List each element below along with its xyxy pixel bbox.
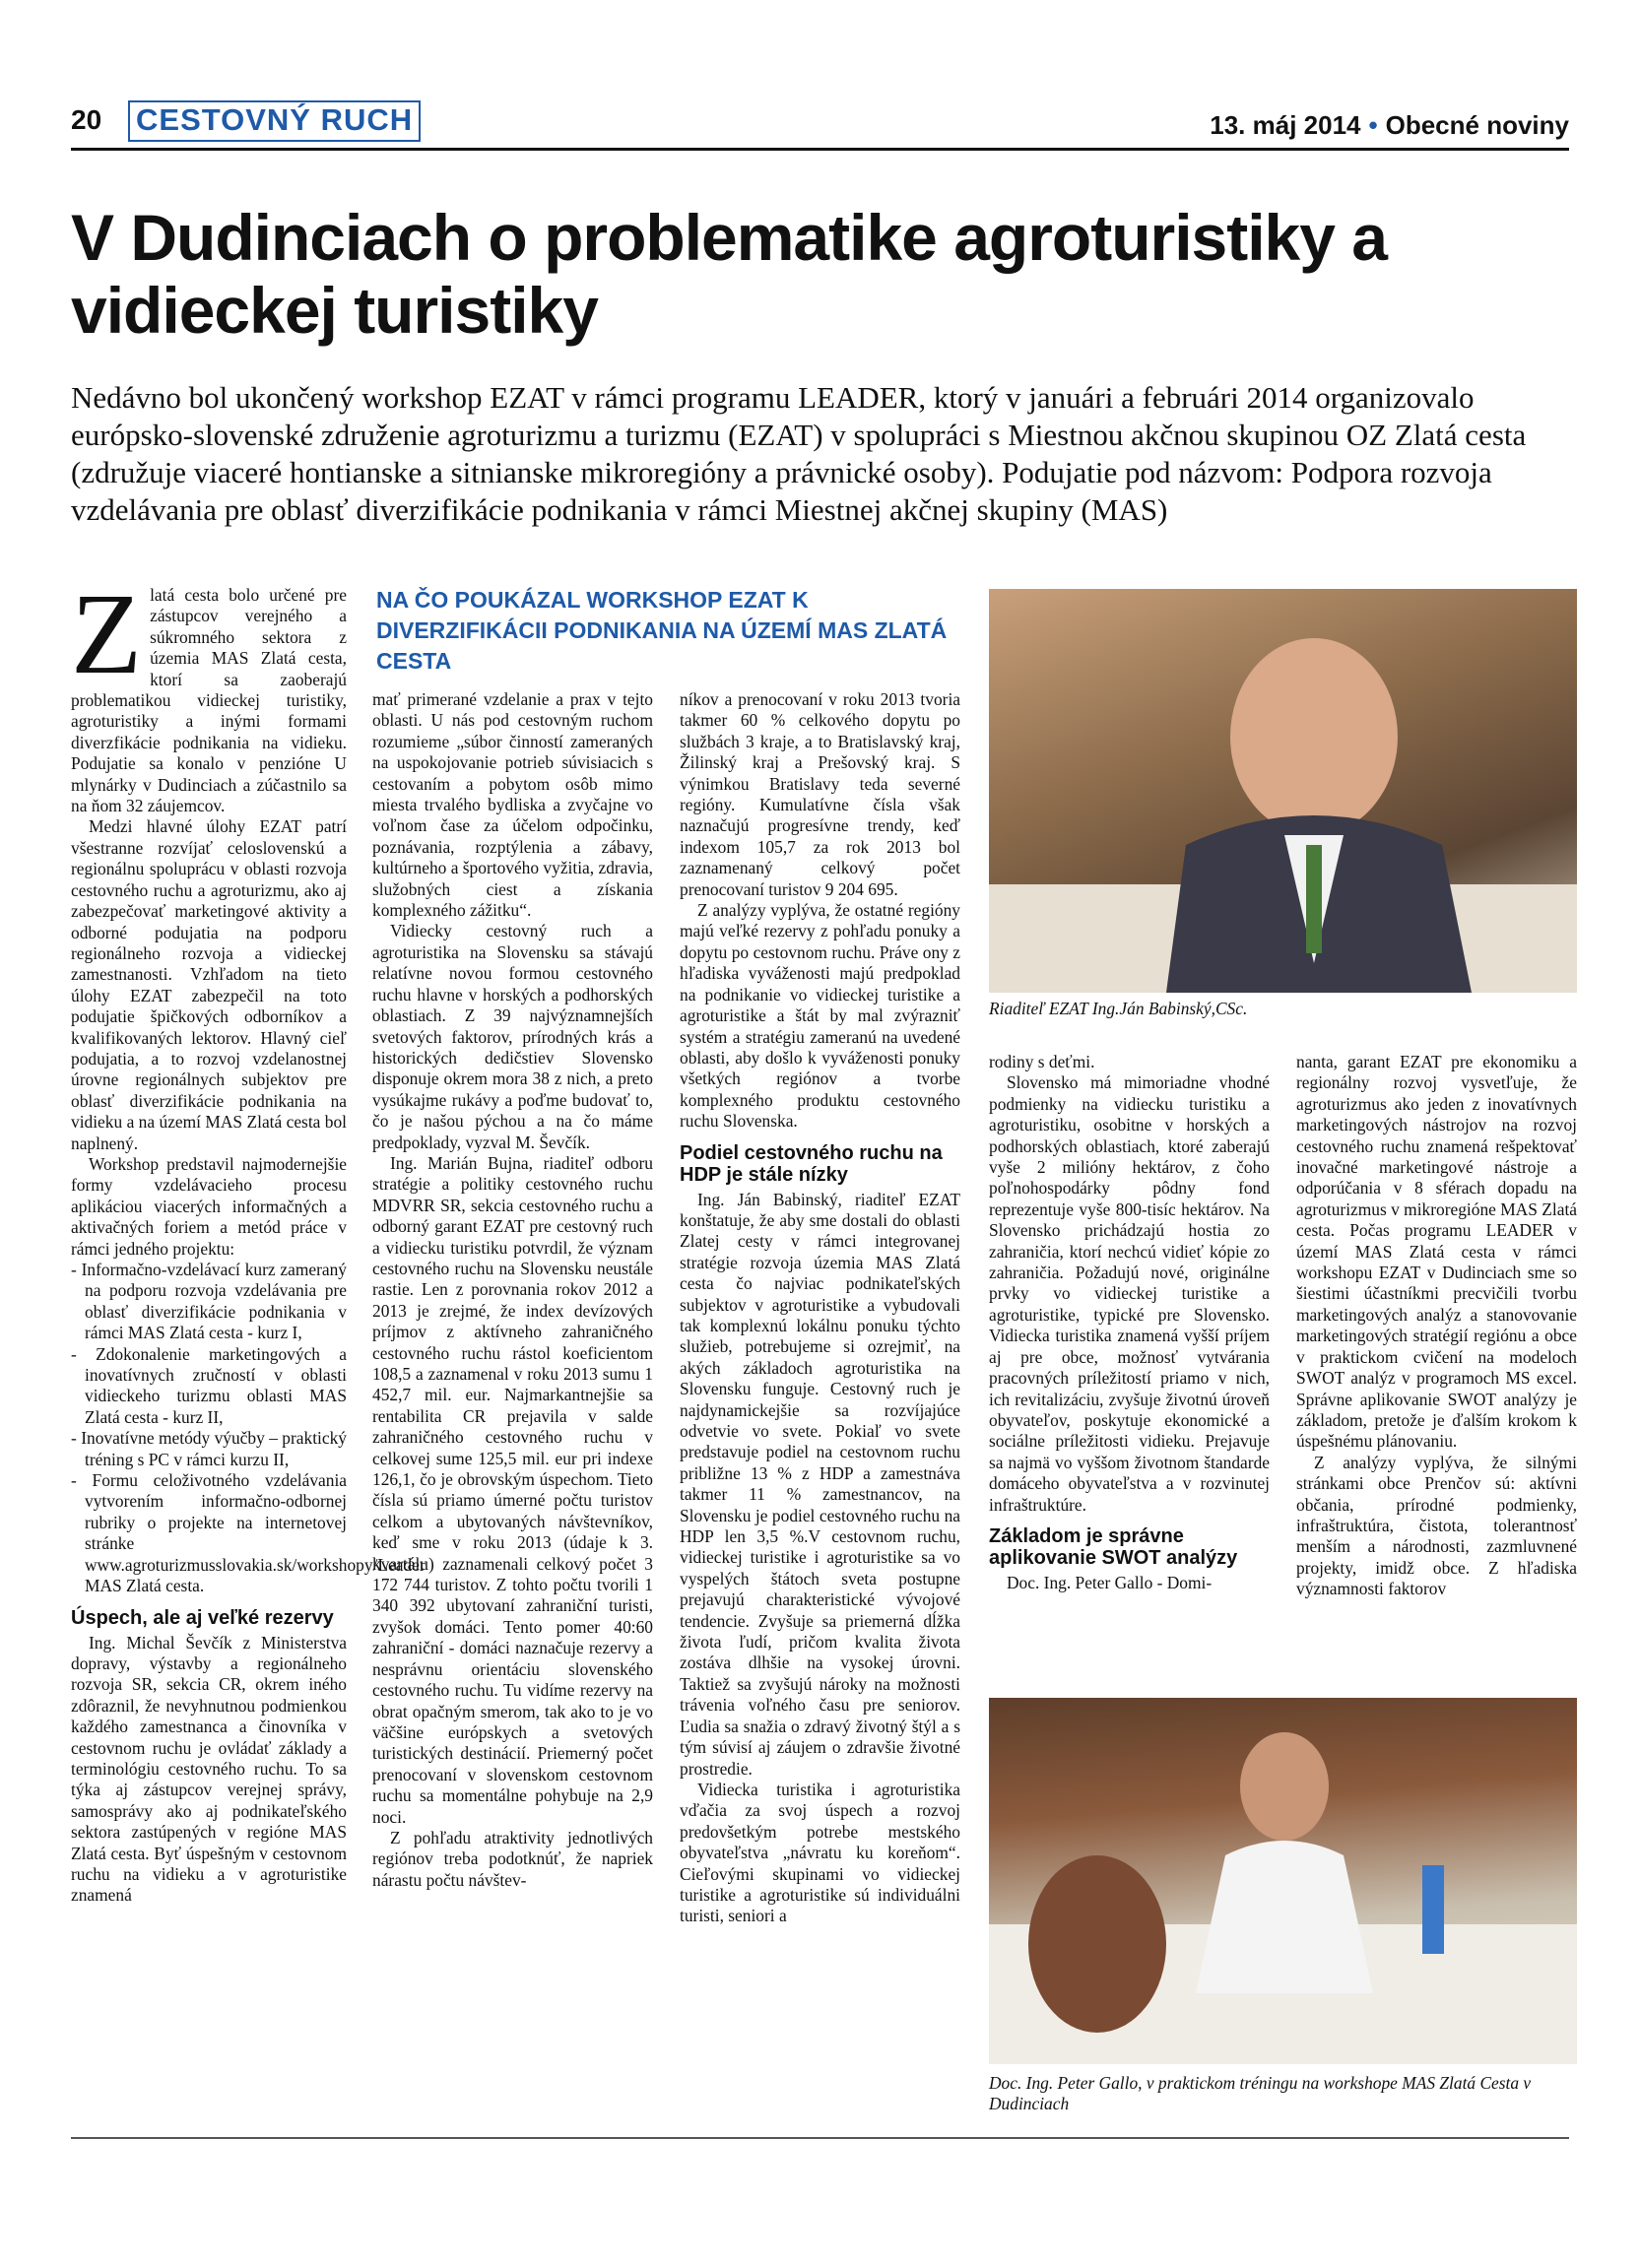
paragraph: Workshop predstavil najmodernejšie formy vzdelávacieho procesu aplikáciou viacerých informačných a aktivačných foriem a metód práce v rámci jedného projektu: [71, 1153, 347, 1259]
portrait-illustration [989, 589, 1577, 993]
drop-cap: Z [71, 569, 143, 698]
photo-director-babinsky [989, 589, 1577, 993]
paragraph: Slovensko má mimoriadne vhodné podmienky na vidiecku turistiku a agroturistiku, osobitne v horských a podhorských oblastiach, ktoré zaberajú vyše 2 milióny hektárov, z čoho poľnohospodárky pôdny fond reprezentuje vyše 800-tisíc hektárov. Na Slovensko prichádzajú hostia zo zahraničia, ktorí nechcú vidieť kópie zo zahraničia. Požadujú nové, originálne prvky vo vidieckej turistike a agroturistike, typické pre Slovensko. Vidiecka turistika znamená vyšší príjem aj pre obce, možnosť vytvárania pracovných príležitostí priamo v nich, ich revitalizáciu, zvyšuje životnú úroveň obyvateľov, poskytuje ekonomické a sociálne príležitosti vidieku. Prejavuje sa najmä vo vyššom životnom štandarde domáceho obyvateľstva a v rozvinutej infraštruktúre. [989, 1072, 1270, 1515]
section-label: CESTOVNÝ RUCH [128, 100, 421, 142]
subheading: Úspech, ale aj veľké rezervy [71, 1606, 334, 1629]
subheading: Základom je správne aplikovanie SWOT analýzy [989, 1524, 1238, 1569]
column-1 [71, 569, 426, 1907]
article-lead: Nedávno bol ukončený workshop EZAT v rámci programu LEADER, ktorý v januári a februári 2014 organizovalo európsko-slovenské združenie agroturizmu a turizmu (EZAT) v spolupráci s Miestnou akčnou skupinou OZ Zlatá cesta (združuje viaceré hontianske a sitnianske mikroregióny a právnické osoby). Podujatie pod názvom: Podpora rozvoja vzdelávania pre oblasť diverzifikácie podnikania v rámci Miestnej akčnej skupiny (MAS) [71, 380, 1527, 527]
issue-info [1210, 110, 1569, 141]
paragraph: Ing. Marián Bujna, riaditeľ odboru stratégie a politiky cestovného ruchu MDVRR SR, sekcia cestovného ruchu a odborný garant EZAT pre cestovný ruch a vidiecku turistiku potvrdil, že význam cestovného ruchu na Slovensku neustále rastie. Len z porovnania rokov 2012 a 2013 je zrejmé, že index devízových príjmov z aktívneho zahraničného cestovného ruchu rástol koeficientom 108,5 a zaznamenal v roku 2013 sumu 1 452,7 mil. eur. Najmarkantnejšie sa rentabilita CR prejavila v salde zahraničného cestovného ruchu v celkovej sume 125,5 mil. eur pri indexe 126,1, čo je obrovským úspechom. Tieto čísla sú priamo úmerné počtu turistov celkom a ubytovaných návštevníkov, keď sme v roku 2013 (údaje k 3. kvartálu) zaznamenali celkový počet 3 172 744 turistov. Z tohto počtu tvorili 1 340 392 ubytovaní zahraniční turisti, zvyšok domáci. Tento pomer 40:60 zahraniční - domáci naznačuje rezervy a nesprávnu orientáciu slovenského cestovného ruchu. Tu vidíme rezervy na obrat opačným smerom, tak ako to je vo väčšine európskych a svetových turistických destinácií. Priemerný počet prenocovaní v slovenskom cestovnom ruchu sa momentálne pohybuje na 2,9 noci. [372, 1152, 653, 1827]
paragraph: rodiny s deťmi. [989, 1052, 1095, 1071]
issue-date: 13. máj 2014 [1210, 110, 1361, 140]
paragraph: Doc. Ing. Peter Gallo - Domi- [1007, 1572, 1213, 1592]
paragraph: Z analýzy vyplýva, že silnými stránkami obce Prenčov sú: aktívni občania, prírodné podmienky, infraštruktúra, čistota, tolerantnosť menším a národnosti, zazmluvnené projekty, imidž obce. Z hľadiska významnosti faktorov [1296, 1452, 1577, 1599]
list-item: - Zdokonalenie marketingových a inovatívnych zručností v oblasti vidieckeho turizmu oblasti MAS Zlatá cesta - kurz II, [71, 1343, 347, 1427]
paragraph: Zlatá cesta bolo určené pre zástupcov verejného a súkromného sektora z územia MAS Zlatá cesta, ktorí sa zaoberajú problematikou vidieckej turistiky, agroturistiky a inými formami diverzfikácie podnikania na vidieku. Podujatie sa konalo v penzióne U mlynárky v Dudinciach a zúčastnilo sa na ňom 32 záujemcov. [71, 569, 347, 816]
photo-caption: Riaditeľ EZAT Ing.Ján Babinský,CSc. [989, 999, 1248, 1018]
subheading: Podiel cestovného ruchu na HDP je stále nízky [680, 1141, 943, 1186]
paragraph: níkov a prenocovaní v roku 2013 tvoria takmer 60 % celkového dopytu po službách 3 kraje, a to Bratislavský kraj, Žilinský kraj a Prešovský kraj. S výnimkou Bratislavy teda severné regióny. Kumulatívne čísla však naznačujú progresívne trendy, keď indexom 105,7 za rok 2013 bol zaznamenaný celkový počet prenocovaní turistov 9 204 695. [680, 689, 960, 899]
course-list [71, 1260, 426, 1597]
page-number: 20 [71, 104, 102, 135]
workshop-illustration [989, 1698, 1577, 2064]
column-4 [989, 1052, 1270, 1593]
footer-rule [71, 2137, 1569, 2139]
box-heading: NA ČO POUKÁZAL WORKSHOP EZAT K DIVERZIFIKÁCII PODNIKANIA NA ÚZEMÍ MAS ZLATÁ CESTA [376, 587, 948, 674]
paragraph: Z analýzy vyplýva, že ostatné regióny majú veľké rezervy z pohľadu ponuky a dopytu po cestovnom ruchu. Práve ony z hľadiska vyváženosti majú predpoklad na podnikanie vo vidieckej turistike a agroturistike a štát by mal zvýrazniť systém a stratégiu zameranú na uvedené oblasti, aby došlo k vyváženosti ponuky všetkých regiónov a tvorbe komplexného produktu cestovného ruchu Slovenska. [680, 900, 960, 1132]
paragraph: Ing. Michal Ševčík z Ministerstva dopravy, výstavby a regionálneho rozvoja SR, sekcia CR, okrem iného zdôraznil, že nevyhnutnou podmienkou každého zamestnanca a činovníka v cestovnom ruchu je ovládať základy a terminológiu cestovného ruchu. To sa týka aj zástupcov verejnej správy, samosprávy ako aj podnikateľského sektora zastúpených v regióne MAS Zlatá cesta. Byť úspešným v cestovnom ruchu na vidieku a v agroturistike znamená [71, 1632, 347, 1906]
list-item: - Formu celoživotného vzdelávania vytvorením informačno-odbornej rubriky o projekte na internetovej stránke www.agroturizmusslovakia.sk/workshopy/Leader MAS Zlatá cesta. [71, 1470, 426, 1596]
list-item: - Inovatívne metódy výučby – praktický tréning s PC v rámci kurzu II, [71, 1428, 347, 1469]
article-title: V Dudinciach o problematike agroturistiky a vidieckej turistiky [71, 201, 1388, 347]
paragraph: mať primerané vzdelanie a prax v tejto oblasti. U nás pod cestovným ruchom rozumieme „súbor činností zameraných na uspokojovanie potrieb súvisiacich s cestovaním a pobytom osôb mimo miesta trvalého bydliska a zvyčajne vo voľnom čase za účelom odpočinku, poznávania, rozptýlenia a zábavy, kultúrneho a športového vyžitia, zdravia, služobných ciest a získania komplexného zážitku“. [372, 689, 653, 921]
paragraph: Medzi hlavné úlohy EZAT patrí všestranne rozvíjať celoslovenskú a regionálnu spoluprácu v oblasti rozvoja cestovného ruchu a agroturizmu, ako aj zabezpečovať marketingové aktivity a odborné podujatia na podporu regionálneho rozvoja a vidieckej zamestnanosti. Vzhľadom na tieto úlohy EZAT zabezpečil na toto podujatie špičkových odborníkov a kvalifikovaných lektorov. Hlavný cieľ podujatia, a to rozvoj vzdelanostnej úrovne regionálnych subjektov pre oblasť diverzifikácie podnikania na vidieku a na území MAS Zlatá cesta bol naplnený. [71, 816, 347, 1153]
column-5 [1296, 1052, 1577, 1600]
publication-name: Obecné noviny [1385, 110, 1569, 140]
separator-dot: • [1368, 110, 1378, 140]
header-rule [71, 148, 1569, 151]
paragraph: nanta, garant EZAT pre ekonomiku a regionálny rozvoj vysvetľuje, že agroturizmus ako jeden z inovatívnych marketingových nástrojov na rozvoj cestovného ruchu znamená rešpektovať inovačné marketingové nástroje a odporúčania v 8 sférach dopadu na agroturizmus v mikroregióne MAS Zlatá cesta. Počas programu LEADER v území MAS Zlatá cesta v rámci workshopu EZAT v Dudinciach sme so šiestimi účastníkmi precvičili tvorbu marketingových analýz a stanovovanie marketingových stratégií regiónu a obce v praktickom cvičení na modeloch SWOT analýz v programoch MS excel. Správne aplikovanie SWOT analýzy je základom, pretože je ďalším krokom k úspešnému plánovaniu. [1296, 1052, 1577, 1452]
paragraph: Z pohľadu atraktivity jednotlivých regiónov treba podotknúť, že napriek nárastu počtu návštev- [372, 1827, 653, 1890]
paragraph: Ing. Ján Babinský, riaditeľ EZAT konštatuje, že aby sme dostali do oblasti Zlatej cesty v rámci integrovanej stratégie rozvoja územia MAS Zlatá cesta čo najviac podnikateľských subjektov v agroturistike a vybudovali tak komplexnú lokálnu ponuku týchto služieb, potrebujeme si ozrejmiť, na akých základoch agroturistika na Slovensku funguje. Cestovný ruch je najdynamickejšie sa rozvíjajúce odvetvie vo svete. Pokiaľ vo svete predstavuje podiel na cestovnom ruchu približne 13 % z HDP a zamestnáva takmer 11 % zamestnancov, na Slovensku je podiel cestovného ruchu na HDP len 3,5 %.V cestovnom ruchu, vidieckej turistike i agroturistike sa vo vyspelých štátoch sveta postupne prejavujú charakteristické vývojové tendencie. Zvyšuje sa priemerná dĺžka života ľudí, pričom kvalita života zostáva dlhšie na vysokej úrovni. Taktiež sa zvyšujú nároky na možnosti trávenia voľného času pre seniorov. Ľudia sa snažia o zdravý životný štýl a s tým súvisí aj záujem o zdravšie životné prostredie. [680, 1189, 960, 1779]
paragraph: Vidiecky cestovný ruch a agroturistika na Slovensku sa stávajú relatívne novou formou cestovného ruchu hlavne v horských a podhorských oblastiach. Z 39 najvýznamnejších svetových faktorov, prírodných krás a historických dedičstiev Slovensko disponuje okrem mora 38 z nich, a preto vysúkajme rukávy a poďme budovať to, čo je našou pýchou a na čo máme predpoklady, vyzval M. Ševčík. [372, 921, 653, 1152]
photo-caption: Doc. Ing. Peter Gallo, v praktickom tréningu na workshope MAS Zlatá Cesta v Dudinciach [989, 2073, 1532, 2113]
photo-workshop-training [989, 1698, 1577, 2064]
column-3 [680, 689, 960, 1927]
column-2 [372, 689, 653, 1891]
list-item: - Informačno-vzdelávací kurz zameraný na podporu rozvoja vzdelávania pre oblasť diverzifikácie podnikania v rámci MAS Zlatá cesta - kurz I, [71, 1260, 347, 1343]
paragraph: Vidiecka turistika i agroturistika vďačia za svoj úspech a rozvoj predovšetkým potrebe mestského obyvateľstva „návratu ku koreňom“. Cieľovými skupinami vo vidieckej turistike a agroturistike sú individuálni turisti, seniori a [680, 1779, 960, 1926]
